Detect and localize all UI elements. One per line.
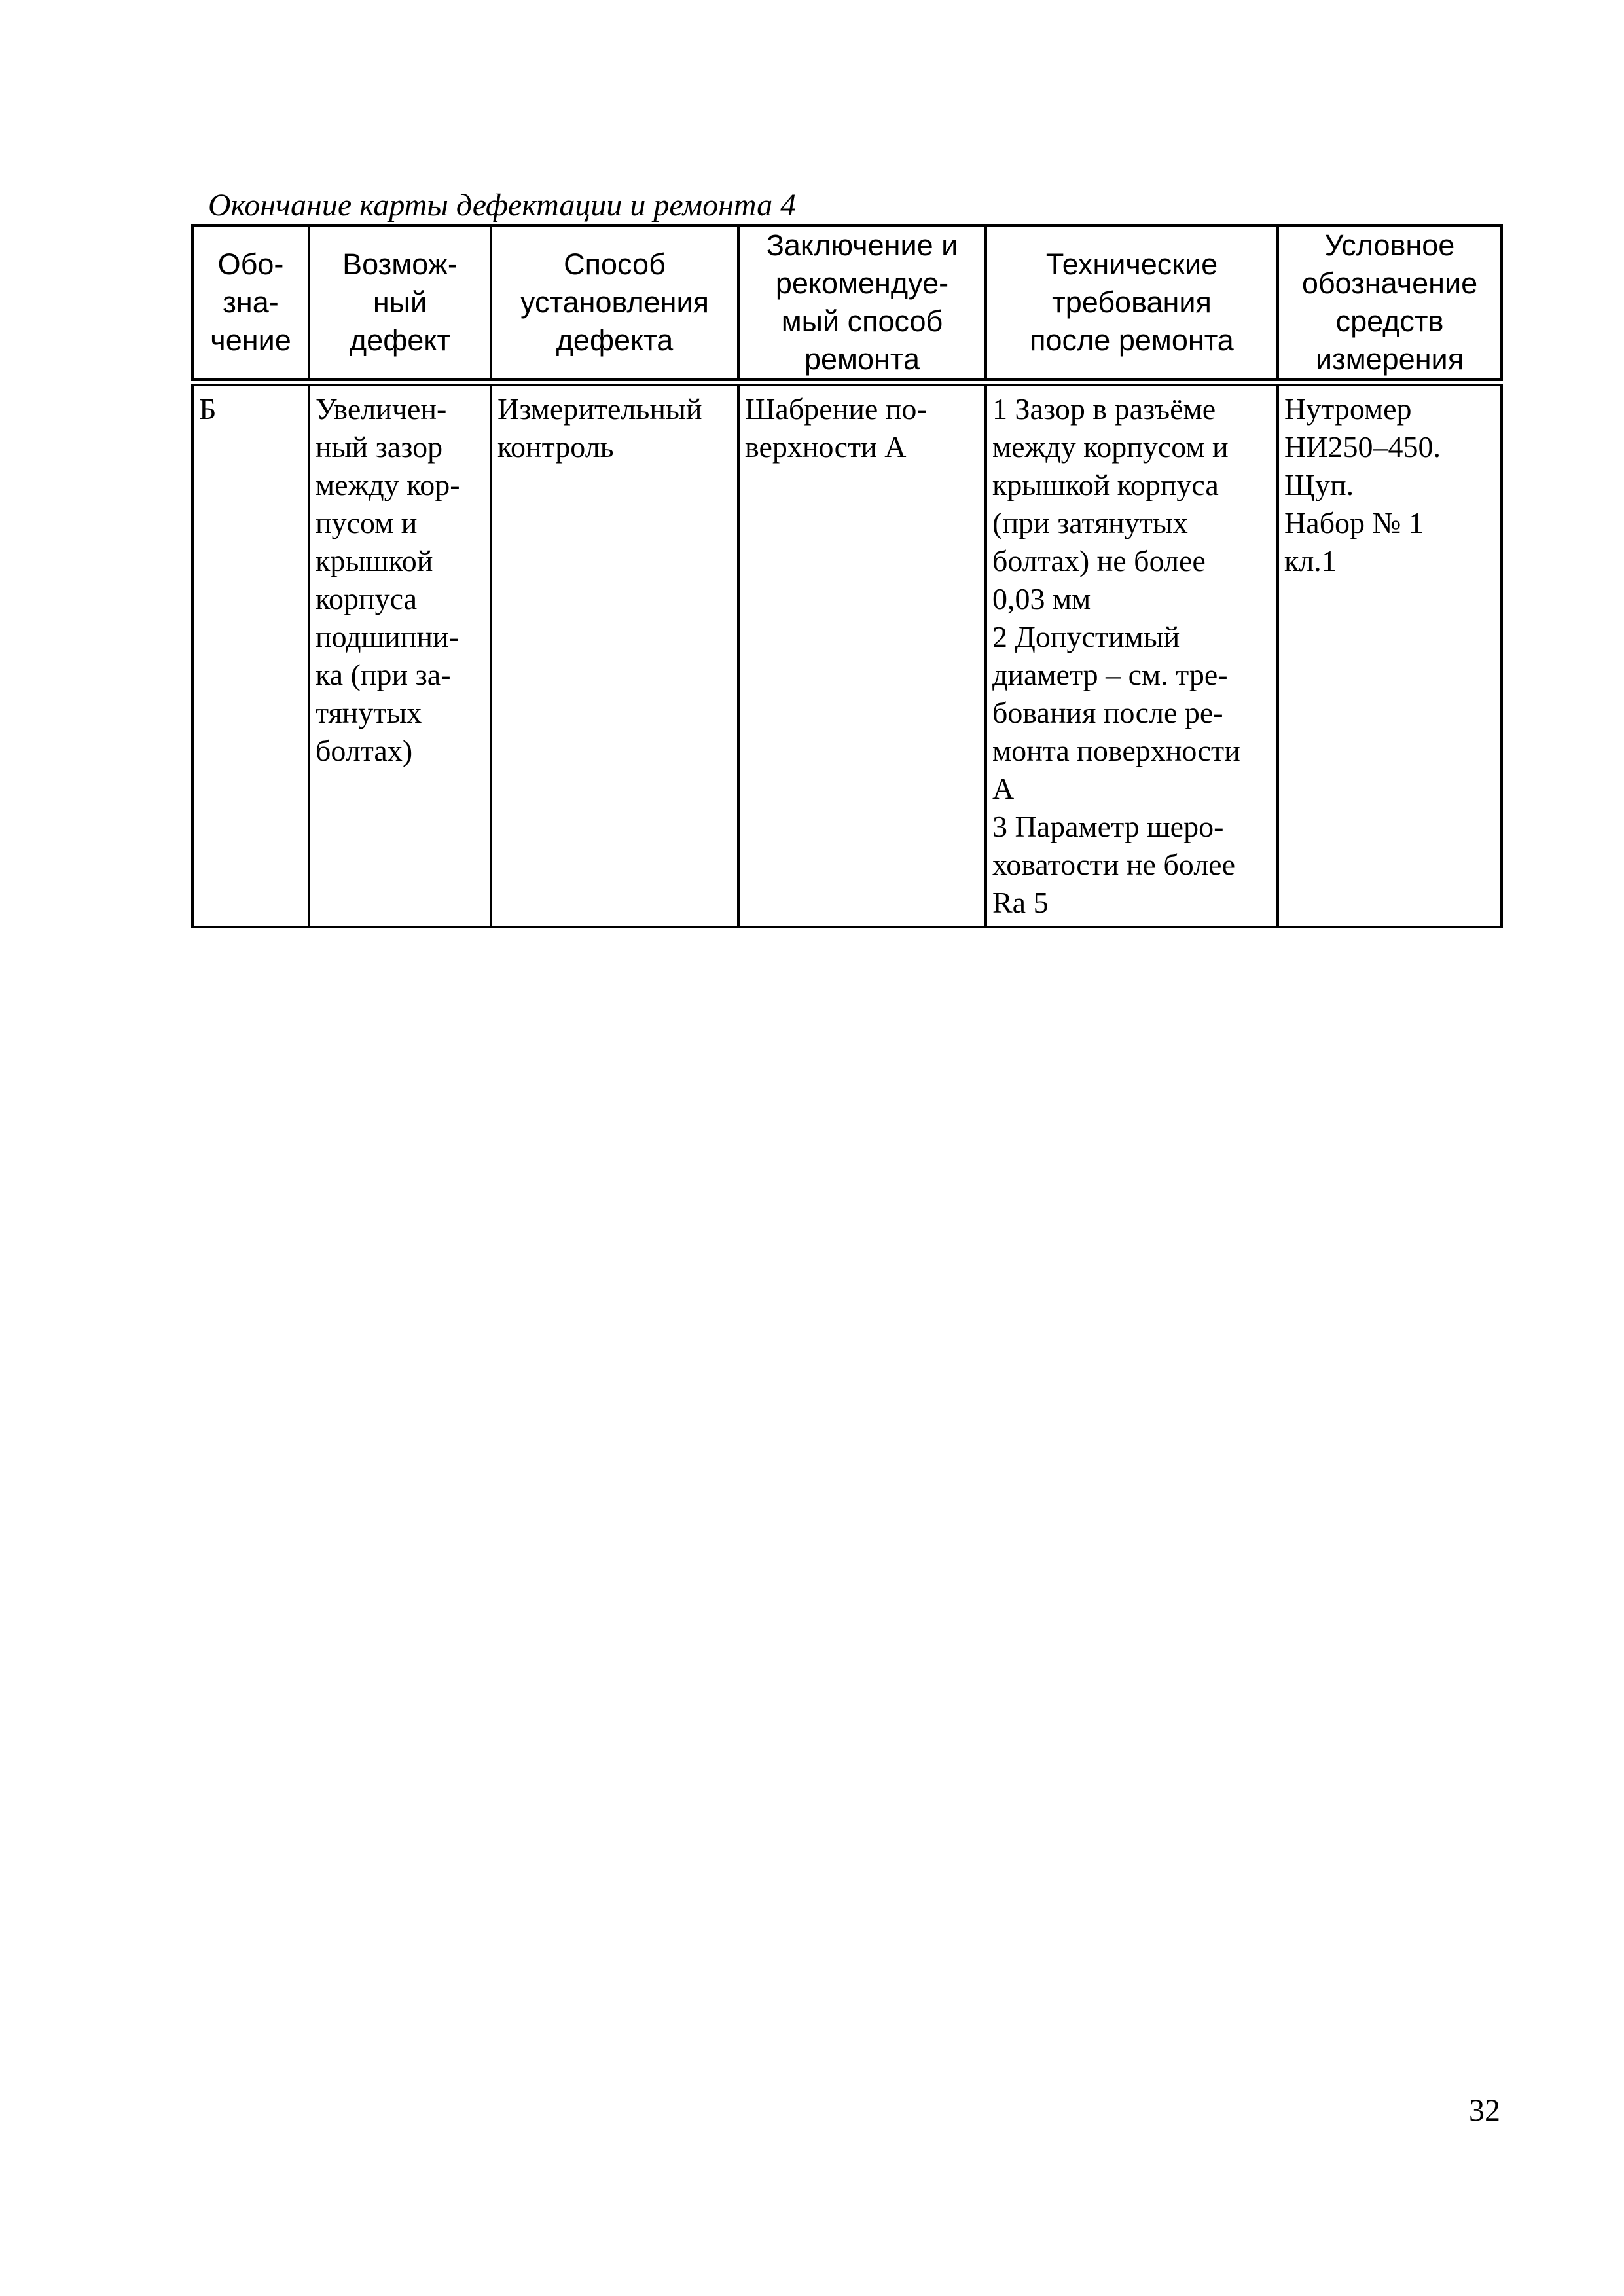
table-header-row xyxy=(192,225,1502,382)
cell-detection-method: Измерительный контроль xyxy=(491,382,738,927)
header-detection-method: Способ установления дефекта xyxy=(491,225,738,382)
header-measuring-instruments: Условное обозначение средств измерения xyxy=(1278,225,1502,382)
defect-repair-table xyxy=(191,224,1503,928)
cell-requirements: 1 Зазор в разъёме между корпусом и крышкой корпуса (при затянутых болтах) не более 0,03 мм 2 Допустимый диаметр – см. тре- бования после ре- монта поверхности А 3 Параметр шеро- ховатости не более Ra 5 xyxy=(986,382,1278,927)
table-row xyxy=(192,382,1502,927)
cell-repair-method: Шабрение по- верхности А xyxy=(738,382,986,927)
page-number: 32 xyxy=(1469,2093,1500,2128)
header-conclusion-repair: Заключение и рекомендуе- мый способ ремонта xyxy=(738,225,986,382)
cell-designation: Б xyxy=(192,382,309,927)
header-designation: Обо- зна- чение xyxy=(192,225,309,382)
header-technical-requirements: Технические требования после ремонта xyxy=(986,225,1278,382)
table-caption: Окончание карты дефектации и ремонта 4 xyxy=(208,188,797,223)
cell-defect: Увеличен- ный зазор между кор- пусом и крышкой корпуса подшипни- ка (при за- тянутых болтах) xyxy=(309,382,491,927)
header-possible-defect: Возмож- ный дефект xyxy=(309,225,491,382)
cell-instruments: Нутромер НИ250–450. Щуп. Набор № 1 кл.1 xyxy=(1278,382,1502,927)
